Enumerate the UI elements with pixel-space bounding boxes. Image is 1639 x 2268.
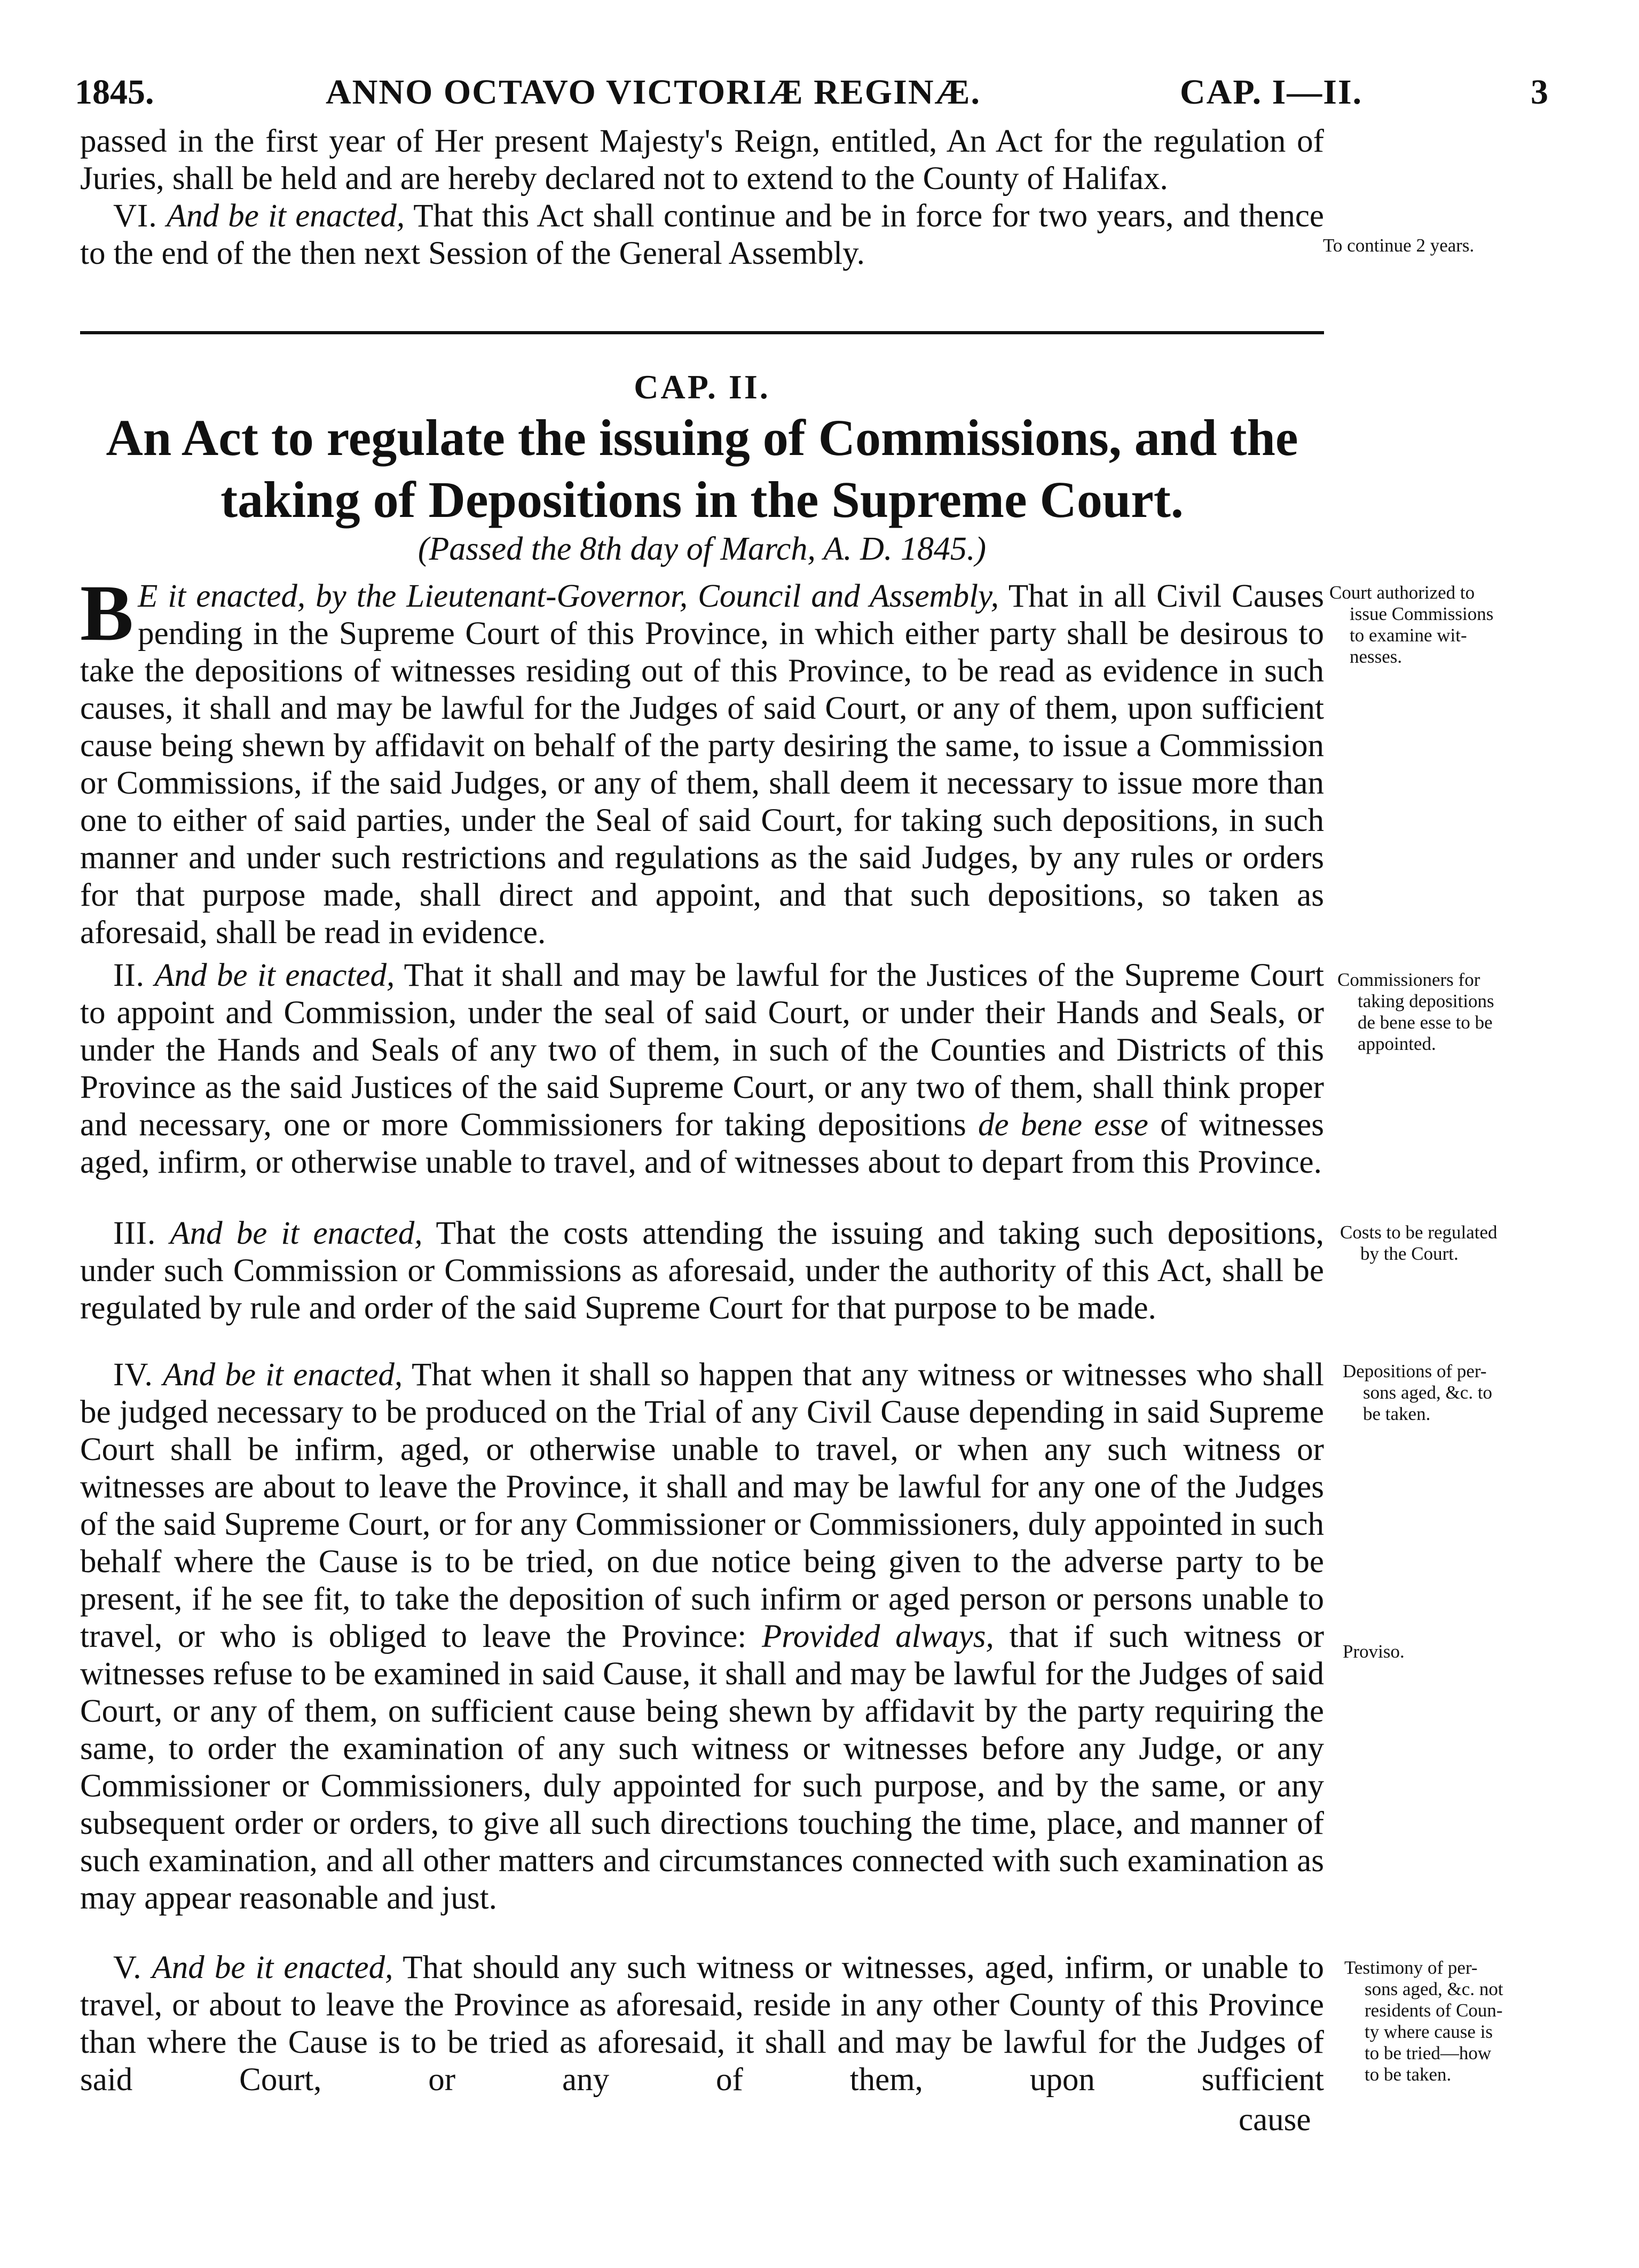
margin-note-line: taking depositions [1358,991,1494,1011]
section-ii-text-b: of witnesses aged, infirm, or otherwise unable to travel, and of witnesses about to depart from this Province. [80,1107,1324,1180]
act-title [80,407,1324,531]
section-v-enacting: And be it enacted, [152,1950,393,1986]
running-header [75,72,1548,120]
margin-note-line: Commissioners for [1337,969,1480,990]
section-iv-text-b: that if such witness or witnesses refuse to be examined in said Cause, it shall and may be lawful for the Judges of said Court, or any of them, on sufficient cause being shewn by affidavit by the party requiring the same, to order the examination of any such witness or witnesses before any Judge, or any Commissioner or Commissioners, duly appointed for such purpose, and by the same, or any subsequent order or orders, to give all such directions touching the time, place, and manner of such examination, and all other matters and circumstances connected with such examination as may appear reasonable and just. [80,1619,1325,1916]
margin-note-line: to examine wit- [1350,625,1467,646]
margin-note-line: Proviso. [1343,1641,1405,1662]
catchword: cause [1239,2102,1311,2138]
section-i-paragraph [80,569,1324,952]
section-v [80,1949,1324,2099]
margin-note-line: sons aged, &c. not [1365,1979,1503,1999]
margin-note-line: ty where cause is [1365,2021,1493,2042]
chapter-heading: CAP. II. [634,368,770,406]
margin-note-line: residents of Coun- [1365,2000,1503,2021]
previous-act-continuation: passed in the first year of Her present Majesty's Reign, entitled, An Act for the regulation of Juries, shall be held and are hereby declared not to extend to the County of Halifax. [80,123,1324,197]
header-year: 1845. [75,73,154,112]
margin-note-line: Depositions of per- [1343,1361,1487,1382]
margin-note-section-i [1329,582,1548,668]
section-iii-enacting: And be it enacted, [170,1215,423,1251]
section-vi-numeral: VI. [113,198,157,234]
margin-note-line: issue Commissions [1350,603,1494,624]
section-i-enacting: E it enacted, by the Lieutenant-Governor, Council and Assembly, [138,578,999,614]
previous-act-text [80,123,1324,272]
act-title-line-2: taking of Depositions in the Supreme Court. [220,471,1184,528]
section-v-text: That should any such witness or witnesses, aged, infirm, or unable to travel, or about to leave the Province as aforesaid, reside in any other County of this Province than where the Cause is to be tried as aforesaid, it shall and may be lawful for the Judges of said Court, or any of them, upon sufficient [80,1950,1325,2098]
section-iii-numeral: III. [113,1215,156,1251]
margin-note-section-ii [1337,969,1556,1055]
section-iv-text-a: That when it shall so happen that any witness or witnesses who shall be judged necessary to be produced on the Trial of any Civil Cause depending in said Supreme Court shall be infirm, aged, or otherwise unable to travel, or when any such witness or witnesses are about to leave the Province, it shall and may be lawful for any one of the Judges of the said Supreme Court, or for any Commissioner or Commissioners, duly appointed in such behalf where the Cause is to be tried, on due notice being given to the adverse party to be present, if he see fit, to take the deposition of such infirm or aged person or persons unable to travel, or who is obliged to leave the Province: [80,1357,1325,1654]
margin-note-section-v [1344,1957,1563,2085]
margin-note-section-iii [1340,1222,1559,1265]
drop-cap: B [80,569,134,657]
section-vi-text: That this Act shall continue and be in force for two years, and thence to the end of the then next Session of the General Assembly. [80,198,1324,271]
section-iv [80,1356,1324,1917]
margin-note-continue [1323,235,1547,256]
section-ii [80,957,1324,1181]
margin-note-line: to be taken. [1365,2064,1452,2085]
section-ii-text-a: That it shall and may be lawful for the Justices of the Supreme Court to appoint and Commission, under the seal of said Court, or under their Hands and Seals, or under the Hands and Seals of any two of them, in such of the Counties and Districts of this Province as the said Justices of the said Supreme Court, or any two of them, shall think proper and necessary, one or more Commissioners for taking depositions [80,958,1325,1143]
margin-note-proviso [1343,1641,1562,1662]
section-i-text: That in all Civil Causes pending in the Supreme Court of this Province, in which either party shall be desirous to take the depositions of witnesses residing out of this Province, to be read as evidence in such causes, it shall and may be lawful for the Judges of said Court, or any of them, upon sufficient cause being shewn by affidavit on behalf of the party desiring the same, to issue a Commission or Commissions, if the said Judges, or any of them, shall deem it necessary to issue more than one to either of said parties, under the Seal of said Court, for taking such depositions, in such manner and under such restrictions and regulations as the said Judges, by any rules or orders for that purpose made, shall direct and appoint, and that such depositions, so taken as aforesaid, shall be read in evidence. [80,578,1324,951]
section-iv-enacting: And be it enacted, [162,1357,403,1393]
section-ii-enacting: And be it enacted, [154,958,395,993]
section-iii [80,1215,1324,1327]
passed-date: (Passed the 8th day of March, A. D. 1845.) [417,531,987,567]
margin-note-line: nesses. [1350,646,1402,667]
section-iii-text: That the costs attending the issuing and taking such depositions, under such Commission or Commissions as aforesaid, under the authority of this Act, shall be regulated by rule and order of the said Supreme Court for that purpose to be made. [80,1215,1325,1326]
margin-note-line: sons aged, &c. to [1363,1382,1493,1403]
header-title: ANNO OCTAVO VICTORIÆ REGINÆ. [326,73,981,112]
section-ii-paragraph [80,957,1324,1181]
section-vi [80,198,1324,272]
margin-note-line: de bene esse to be [1358,1012,1493,1033]
section-iv-paragraph [80,1356,1324,1917]
margin-note-section-iv [1343,1361,1562,1425]
act-title-line-1: An Act to regulate the issuing of Commissions, and the [106,409,1298,466]
section-ii-latin: de bene esse [978,1107,1148,1143]
margin-note-line: Costs to be regulated [1340,1222,1498,1243]
margin-note-line: to be tried—how [1365,2043,1492,2063]
margin-note-line: Court authorized to [1329,582,1475,603]
section-divider [80,331,1324,334]
section-v-numeral: V. [113,1950,142,1986]
section-v-paragraph [80,1949,1324,2099]
header-chapter: CAP. I—II. [1180,73,1363,112]
section-ii-numeral: II. [113,958,145,993]
margin-note-line: Testimony of per- [1344,1957,1478,1978]
margin-note-text: To continue 2 years. [1323,235,1475,256]
section-iv-numeral: IV. [113,1357,153,1393]
margin-note-line: by the Court. [1360,1243,1459,1264]
section-iii-paragraph [80,1215,1324,1327]
page-number: 3 [1531,73,1548,112]
section-iv-proviso: Provided always, [762,1619,994,1654]
section-vi-enacting: And be it enacted, [166,198,405,234]
margin-note-line: be taken. [1363,1403,1431,1424]
margin-note-line: appointed. [1358,1033,1436,1054]
section-i [80,569,1324,952]
